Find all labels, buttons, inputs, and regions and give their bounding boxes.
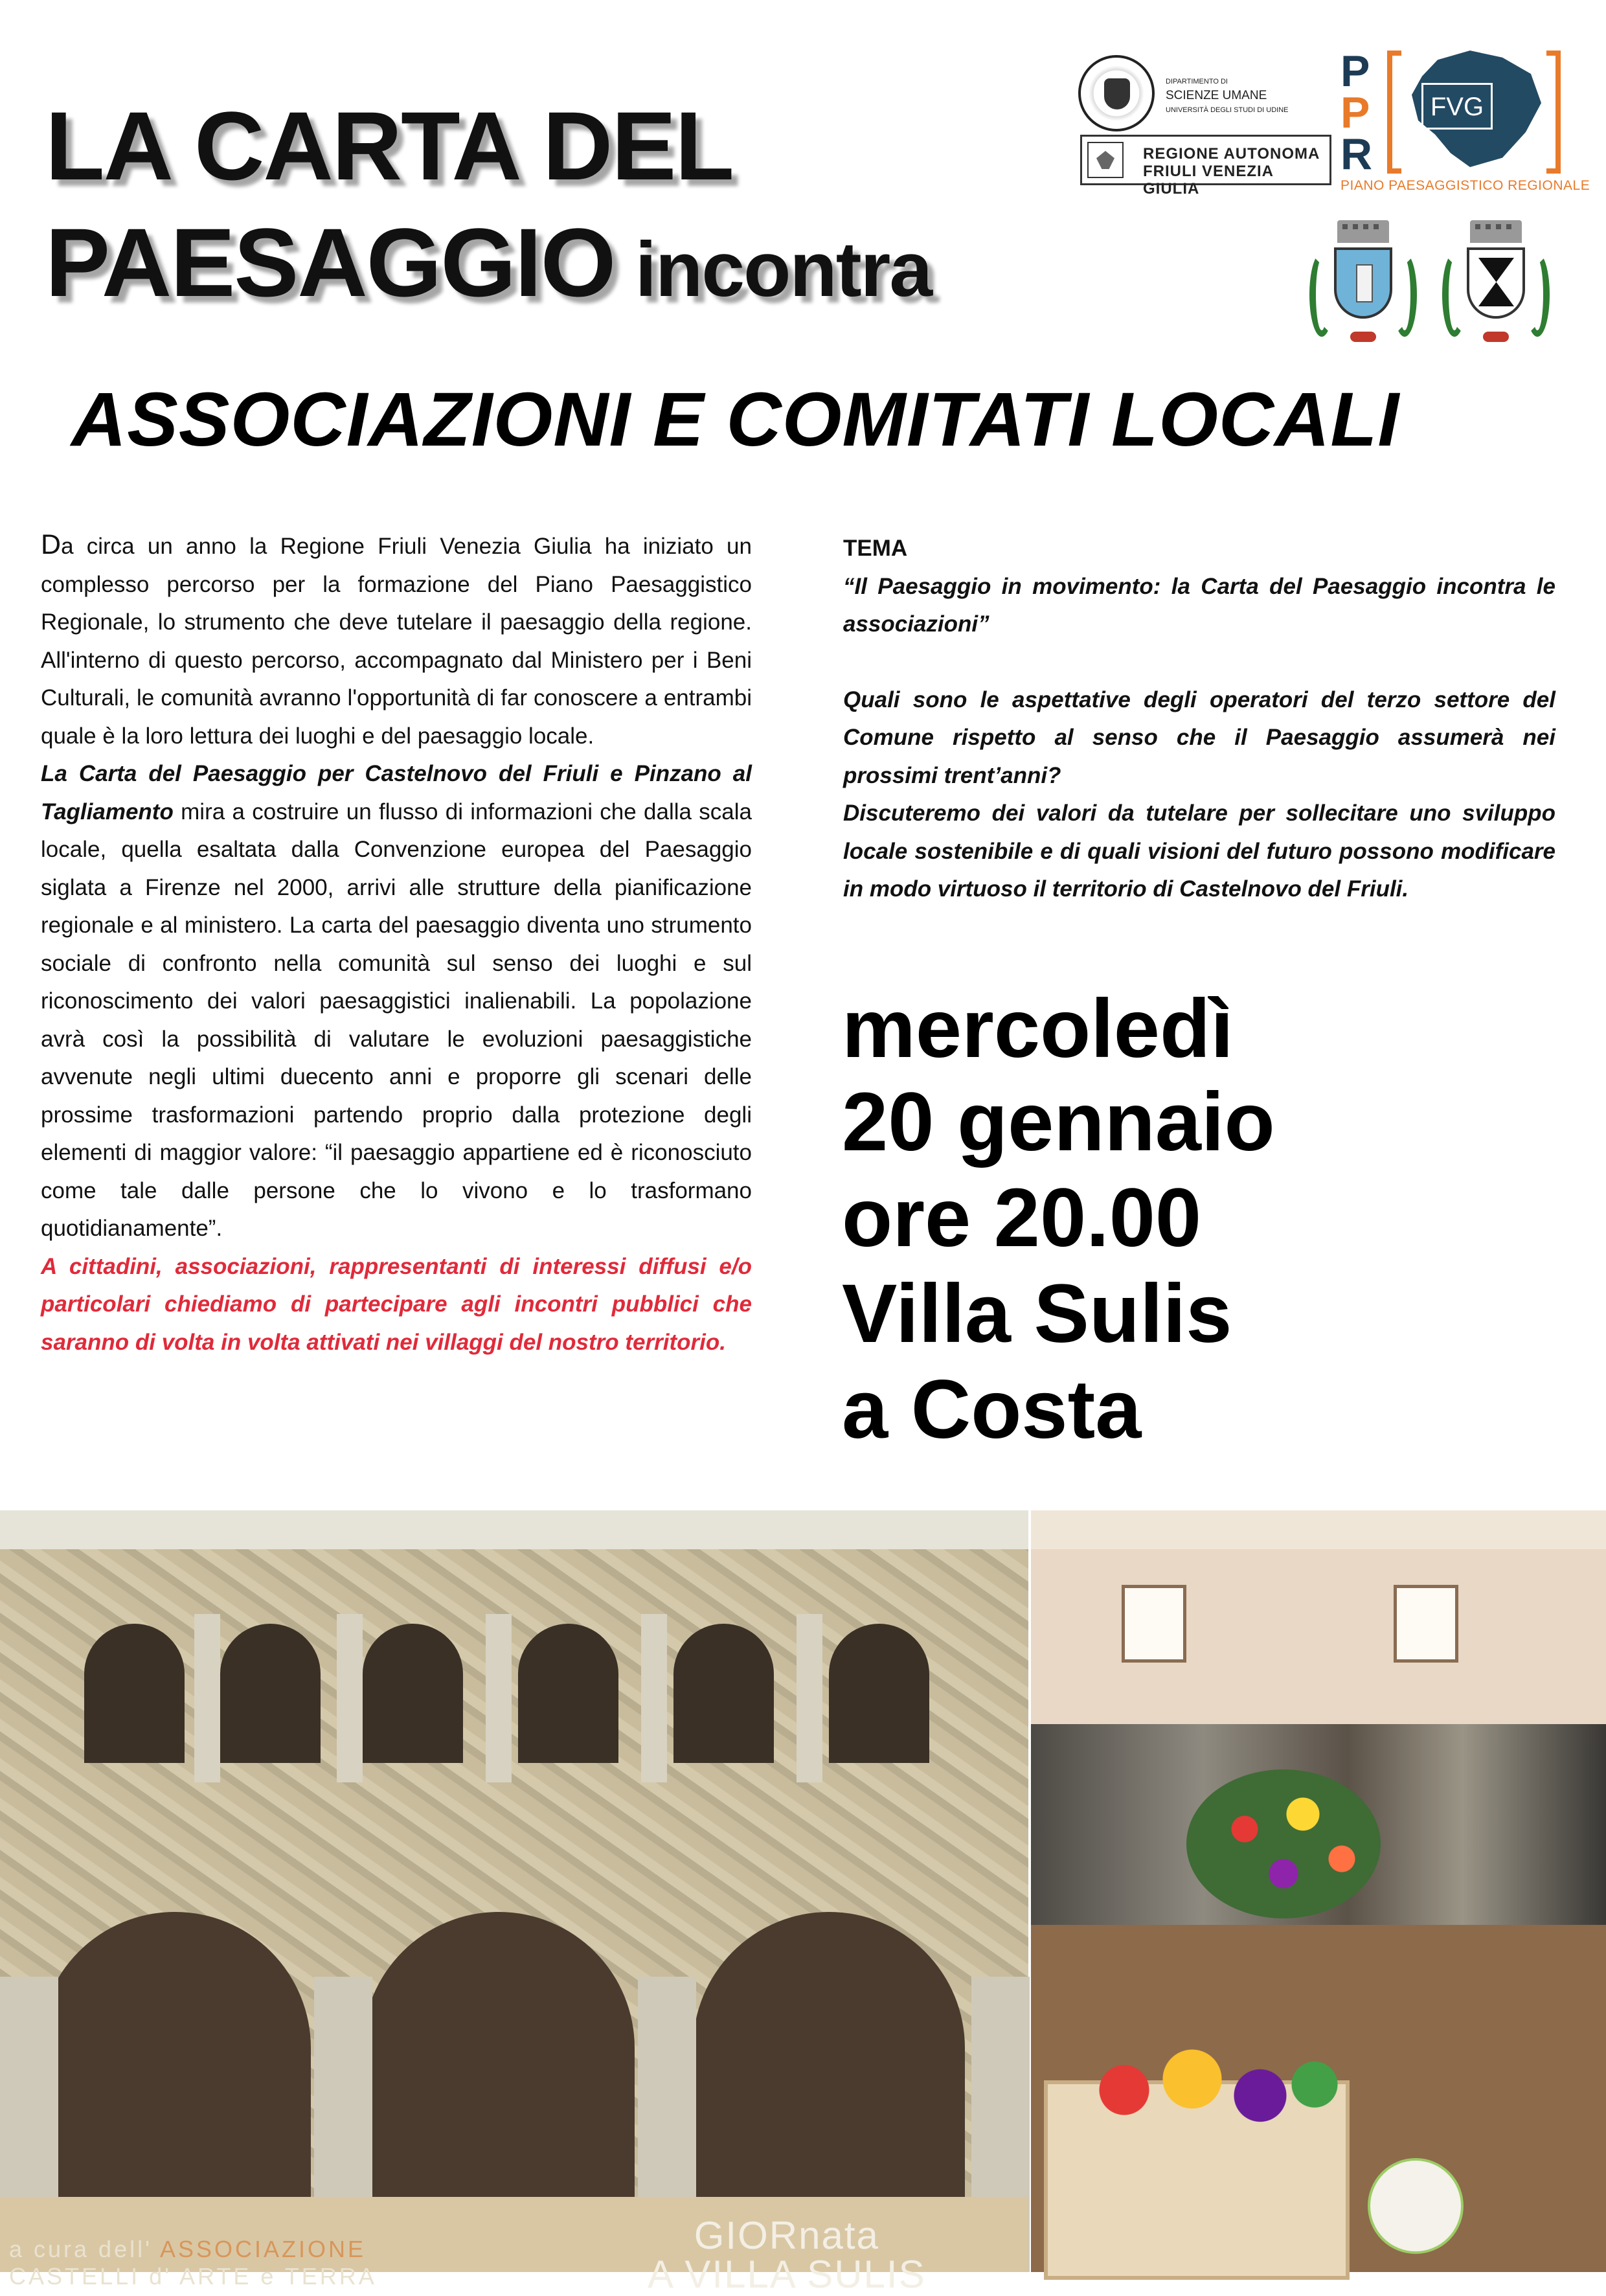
credit-prefix: a cura dell' xyxy=(9,2236,160,2262)
ppr-letter-3: R xyxy=(1340,130,1373,179)
region-text xyxy=(1143,145,1329,198)
intro-paragraph xyxy=(41,526,752,755)
carta-paragraph-text: mira a costruire un flusso di informazioni che dalla scala locale, quella esaltata dalla Convenzione europea del Paesaggio siglata a Firenze nel 2000, arrivi alle strutture della pianificazione regionale e al ministero. La carta del paesaggio diventa uno strumento sociale di confronto nella comunità sul senso dei luoghi e sul riconoscimento dei valori paesaggistici inalienabili. La popolazione avrà così la possibilità di valutare le evoluzioni paesaggistiche avvenute negli ultimi duecento anni e proporre gli scenari delle prossime trasformazioni partendo proprio dalla protezione degli elementi di maggior valore: “il paesaggio appartiene ed è riconosciuto come tale dalle persone che lo vivono e lo trasformano quotidianamente”. xyxy=(41,799,752,1241)
title-word-paesaggio: PAESAGGIO xyxy=(45,208,615,317)
ppr-caption: PIANO PAESAGGISTICO REGIONALE xyxy=(1340,178,1590,193)
intro-paragraph-text: a circa un anno la Regione Friuli Venezia Giulia ha iniziato un complesso percorso per la formazione del Piano Paesaggistico Regionale, lo strumento che deve tutelare il paesaggio della regione. All'interno di questo percorso, accompagnato dal Ministero per i Beni Culturali, le comunità avranno l'opportunità di far conoscere a entrambi quale è la loro lettura dei luoghi e del paesaggio locale. xyxy=(41,534,752,749)
region-logo xyxy=(1080,135,1331,198)
tema-discussion: Discuteremo dei valori da tutelare per sollecitare uno sviluppo locale sostenibile e di quali visioni del futuro possono modificare in modo virtuoso il territorio di Castelnovo del Friuli. xyxy=(843,801,1555,902)
poster-title xyxy=(45,91,1017,317)
dept-line-3: UNIVERSITÀ DEGLI STUDI DI UDINE xyxy=(1166,106,1289,114)
carta-paragraph xyxy=(41,755,752,1248)
poster-subtitle: ASSOCIAZIONI E COMITATI LOCALI xyxy=(71,377,1400,462)
event-details xyxy=(842,981,1593,1458)
university-seal-icon xyxy=(1078,55,1155,131)
market-interior-photo xyxy=(1031,1510,1606,2272)
orto-badge-icon xyxy=(1368,2158,1464,2254)
event-day: mercoledì xyxy=(842,983,1234,1075)
carta-emphasis: La Carta del Paesaggio per Castelnovo del Friuli e Pinzano al Tagliamento xyxy=(41,761,752,824)
event-place: Villa Sulis xyxy=(842,1267,1232,1360)
region-line-2: FRIULI VENEZIA GIULIA xyxy=(1143,163,1274,198)
dept-line-1: DIPARTIMENTO DI xyxy=(1166,78,1228,85)
tema-label: TEMA xyxy=(843,536,908,561)
ppr-map-label: FVG xyxy=(1421,83,1493,130)
giornata-line-2: A VILLA SULIS xyxy=(648,2253,926,2296)
title-line-1: LA CARTA DEL xyxy=(45,91,733,200)
drop-initial: D xyxy=(41,529,62,560)
tema-question: Quali sono le aspettative degli operatori del terzo settore del Comune rispetto al senso che il Paesaggio assumerà nei prossimi trent’anni? xyxy=(843,687,1555,788)
bracket-right-icon xyxy=(1546,51,1561,174)
credit-association: ASSOCIAZIONE xyxy=(159,2236,367,2262)
event-time: ore 20.00 xyxy=(842,1172,1202,1264)
university-department-text xyxy=(1166,74,1288,117)
ppr-letter-1: P xyxy=(1340,47,1370,96)
giornata-caption xyxy=(648,2216,926,2294)
title-line-2 xyxy=(45,208,1017,317)
event-date: 20 gennaio xyxy=(842,1076,1275,1168)
intro-text-column xyxy=(41,526,752,1361)
credit-name: CASTELLI d' ARTE e TERRA xyxy=(9,2263,377,2290)
tema-quote: “Il Paesaggio in movimento: la Carta del Paesaggio incontra le associazioni” xyxy=(843,573,1555,637)
villa-sulis-photo xyxy=(0,1510,1028,2296)
dept-line-2: SCIENZE UMANE xyxy=(1166,89,1267,102)
event-locality: a Costa xyxy=(842,1363,1142,1456)
title-word-incontra: incontra xyxy=(615,226,932,313)
ppr-letter-2: P xyxy=(1340,88,1370,137)
theme-column xyxy=(843,530,1555,909)
invitation-paragraph: A cittadini, associazioni, rappresentanti di interessi diffusi e/o particolari chiediamo di partecipare agli incontri pubblici che saranno di volta in volta attivati nei villaggi del nostro territorio. xyxy=(41,1253,752,1355)
bracket-left-icon xyxy=(1387,51,1401,174)
photo-credit-caption xyxy=(9,2236,377,2290)
eagle-icon xyxy=(1087,142,1124,178)
ppr-letters xyxy=(1340,47,1379,179)
university-logo xyxy=(1078,55,1331,136)
castelnovo-crest-icon xyxy=(1308,220,1418,350)
pinzano-crest-icon xyxy=(1441,220,1551,350)
ppr-logo xyxy=(1340,47,1590,199)
giornata-line-1: GIORnata xyxy=(694,2214,879,2257)
region-line-1: REGIONE AUTONOMA xyxy=(1143,145,1320,163)
